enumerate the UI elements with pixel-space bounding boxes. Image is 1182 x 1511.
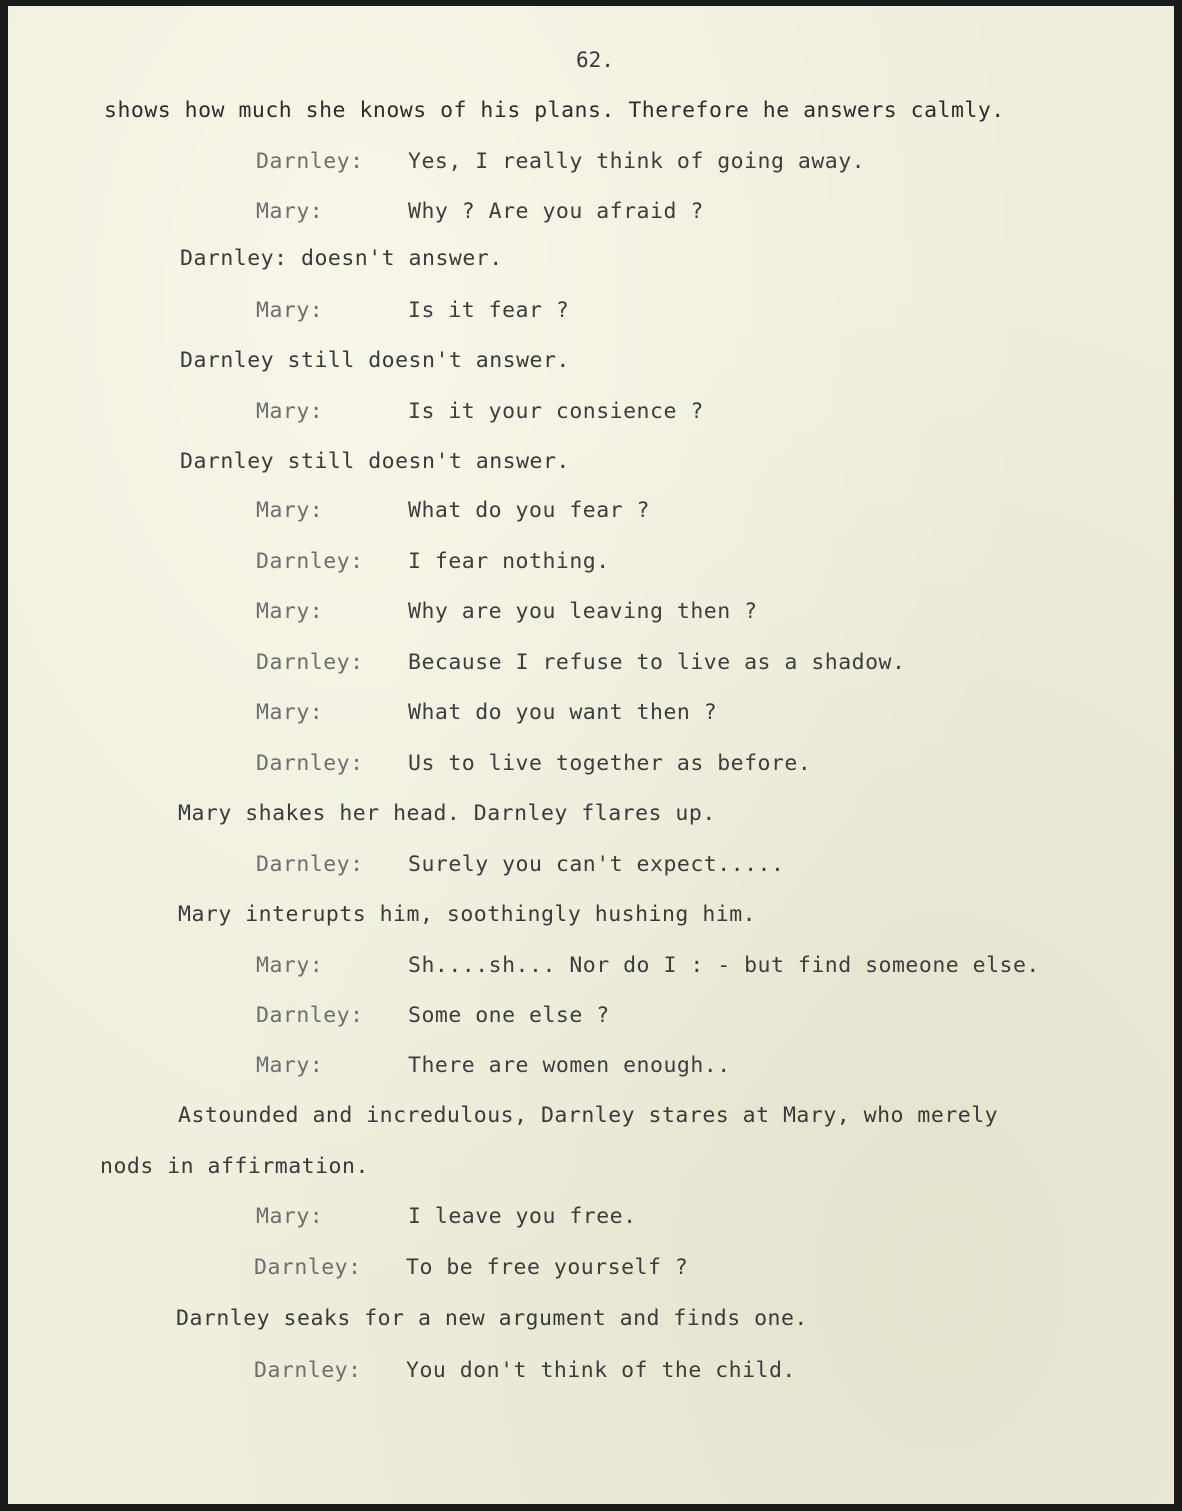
dialog-text: You don't think of the child. [406,1358,796,1383]
dialog-line [256,955,1040,977]
speaker: Mary: [256,700,324,725]
narration-line: Darnley: doesn't answer. [180,246,503,271]
dialog-line [256,500,650,522]
dialog-line [256,151,865,173]
dialog-line [256,601,758,623]
page-number: 62. [576,48,614,72]
speaker: Mary: [256,1053,324,1078]
speaker: Darnley: [256,149,364,174]
dialog-line [256,1005,610,1027]
dialog-text: I fear nothing. [408,549,610,574]
dialog-text: Surely you can't expect..... [408,852,785,877]
narration-line: Darnley still doesn't answer. [180,348,570,373]
narration-line: Darnley still doesn't answer. [180,449,570,474]
speaker: Darnley: [256,549,364,574]
narration-line: nods in affirmation. [100,1154,369,1179]
dialog-line [256,753,811,775]
dialog-text: To be free yourself ? [406,1255,689,1280]
dialog-line [256,201,704,223]
dialog-text: Some one else ? [408,1003,610,1028]
dialog-line [256,652,905,674]
dialog-text: Is it your consience ? [408,399,704,424]
speaker: Darnley: [254,1255,362,1280]
dialog-text: Why are you leaving then ? [408,599,758,624]
narration-line: Mary shakes her head. Darnley flares up. [178,801,716,826]
narration-line: shows how much she knows of his plans. Therefore he answers calmly. [104,98,1005,123]
dialog-line [256,551,610,573]
dialog-text: There are women enough.. [408,1053,731,1078]
dialog-text: Us to live together as before. [408,751,812,776]
dialog-line [256,1055,731,1077]
dialog-text: I leave you free. [408,1204,637,1229]
dialog-line [256,300,569,322]
typewritten-page [8,6,1174,1504]
dialog-text: Sh....sh... Nor do I : - but find someone else. [408,953,1040,978]
narration-line: Darnley seaks for a new argument and finds one. [176,1306,808,1331]
narration-line: Astounded and incredulous, Darnley stares at Mary, who merely [178,1103,999,1128]
speaker: Mary: [256,599,324,624]
dialog-line [254,1360,796,1382]
dialog-line [256,702,717,724]
dialog-text: What do you fear ? [408,498,650,523]
dialog-text: Is it fear ? [408,298,570,323]
speaker: Darnley: [254,1358,362,1383]
speaker: Darnley: [256,1003,364,1028]
speaker: Mary: [256,199,324,224]
narration-line: Mary interupts him, soothingly hushing him. [178,902,757,927]
dialog-text: Why ? Are you afraid ? [408,199,704,224]
dialog-line [256,854,784,876]
dialog-text: Yes, I really think of going away. [408,149,866,174]
speaker: Darnley: [256,751,364,776]
speaker: Mary: [256,399,324,424]
speaker: Mary: [256,953,324,978]
dialog-line [256,401,704,423]
speaker: Mary: [256,298,324,323]
dialog-text: Because I refuse to live as a shadow. [408,650,906,675]
speaker: Darnley: [256,852,364,877]
dialog-line [256,1206,637,1228]
speaker: Mary: [256,1204,324,1229]
dialog-text: What do you want then ? [408,700,718,725]
speaker: Darnley: [256,650,364,675]
dialog-line [254,1257,688,1279]
speaker: Mary: [256,498,324,523]
